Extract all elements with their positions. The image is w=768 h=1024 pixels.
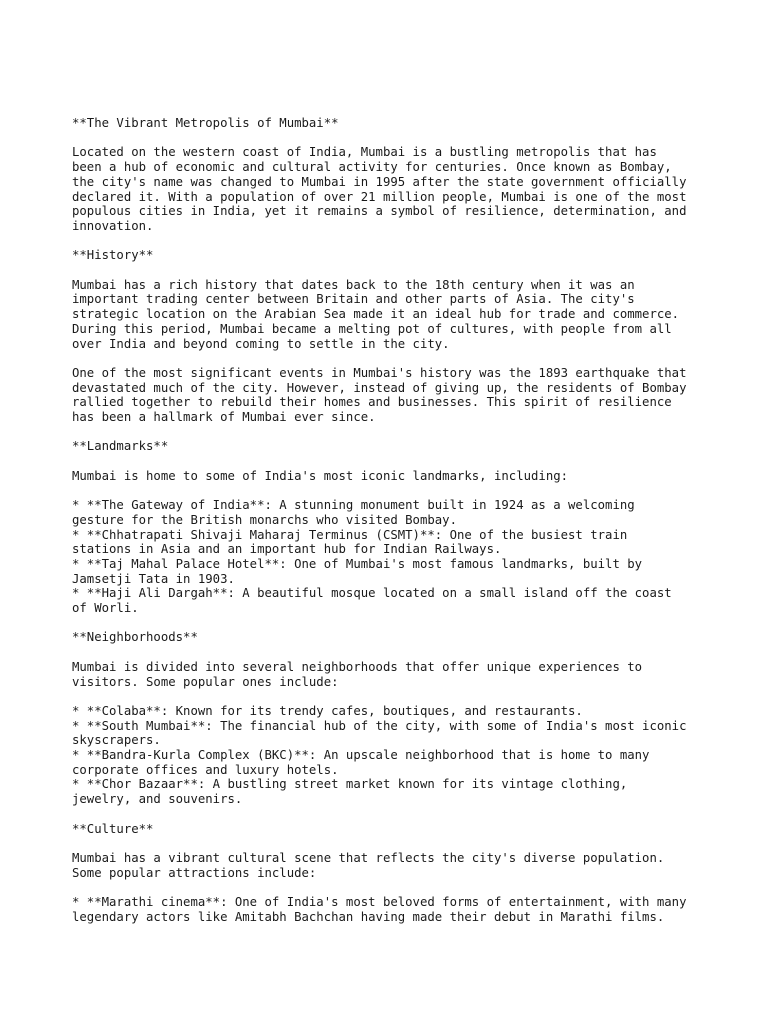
neighborhoods-heading: **Neighborhoods** [72, 630, 198, 645]
list-item: * **Chor Bazaar**: A bustling street market known for its vintage clothing, jewelry, and souvenirs. [72, 777, 628, 807]
list-item: * **Colaba**: Known for its trendy cafes, boutiques, and restaurants. [72, 703, 583, 718]
history-heading: **History** [72, 248, 154, 263]
landmarks-intro: Mumbai is home to some of India's most iconic landmarks, including: [72, 468, 569, 483]
culture-heading: **Culture** [72, 821, 154, 836]
list-item: * **Haji Ali Dargah**: A beautiful mosque located on a small island off the coast of Worli. [72, 586, 672, 616]
intro-paragraph: Located on the western coast of India, Mumbai is a bustling metropolis that has been a hub of economic and cultural activity for centuries. Once known as Bombay, the city's name was changed to Mumbai in 1995 after the state government officially declared it. With a population of over 21 million people, Mumbai is one of the most populous cities in India, yet it remains a symbol of resilience, determination, and innovation. [72, 145, 687, 233]
list-item: * **Marathi cinema**: One of India's most beloved forms of entertainment, with many legendary actors like Amitabh Bachchan having made their debut in Marathi films. [72, 895, 687, 924]
landmarks-list [72, 498, 712, 616]
history-paragraph-2: One of the most significant events in Mumbai's history was the 1893 earthquake that devastated much of the city. However, instead of giving up, the residents of Bombay rallied together to rebuild their homes and businesses. This spirit of resilience has been a hallmark of Mumbai ever since. [72, 365, 687, 424]
document-page [72, 116, 712, 939]
list-item: * **South Mumbai**: The financial hub of the city, with some of India's most iconic skyscrapers. [72, 718, 687, 748]
list-item: * **Chhatrapati Shivaji Maharaj Terminus (CSMT)**: One of the busiest train stations in Asia and an important hub for Indian Railways. [72, 527, 628, 557]
neighborhoods-list [72, 704, 712, 807]
list-item: * **Taj Mahal Palace Hotel**: One of Mumbai's most famous landmarks, built by Jamsetji Tata in 1903. [72, 556, 643, 586]
list-item: * **The Gateway of India**: A stunning monument built in 1924 as a welcoming gesture for the British monarchs who visited Bombay. [72, 498, 635, 527]
history-paragraph-1: Mumbai has a rich history that dates back to the 18th century when it was an important trading center between Britain and other parts of Asia. The city's strategic location on the Arabian Sea made it an ideal hub for trade and commerce. During this period, Mumbai became a melting pot of cultures, with people from all over India and beyond coming to settle in the city. [72, 277, 680, 351]
landmarks-heading: **Landmarks** [72, 439, 169, 454]
neighborhoods-intro: Mumbai is divided into several neighborhoods that offer unique experiences to visitors. Some popular ones include: [72, 659, 643, 689]
list-item: * **Bandra-Kurla Complex (BKC)**: An upscale neighborhood that is home to many corporate offices and luxury hotels. [72, 748, 650, 777]
culture-intro: Mumbai has a vibrant cultural scene that reflects the city's diverse population. Some popular attractions include: [72, 850, 665, 880]
document-title: **The Vibrant Metropolis of Mumbai** [72, 116, 339, 130]
culture-list [72, 895, 712, 924]
